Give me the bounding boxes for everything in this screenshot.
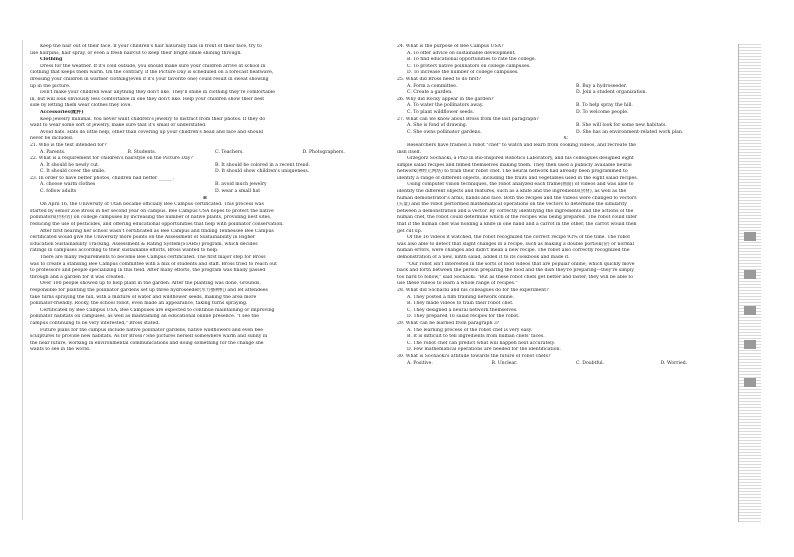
answer-option: B. avoid much jewelry: [215, 182, 267, 188]
answer-options: [30, 169, 380, 176]
binding-mark: [744, 306, 756, 315]
text-line: reducing the use of pesticides, and offering educational opportunities that help with pollinator conservation.: [30, 222, 284, 228]
answer-options: [397, 90, 735, 97]
text-line: 24. What is the purpose of Bee Campus USA?: [397, 44, 504, 49]
text-line: dressing your children in warmer clothing(even if it's your favorite one) could result in sweat showing: [30, 76, 269, 82]
answer-option: A. Parents.: [40, 149, 66, 155]
answer-option: B. It should be colored in a recent trend.: [215, 162, 311, 168]
answer-option: C. Create a garden.: [407, 90, 453, 96]
text-line: started by senior Zoë Bross in her second year on campus. Bee Campus USA hopes to protect the native: [30, 208, 274, 214]
text-line: C. The robot chef can predict what will happen next accurately.: [407, 340, 556, 346]
text-line: There are many requirements to become Bee Campus certificated. The first major step for Bross: [40, 255, 266, 260]
text-line: campus continuing to be very interested," Bross stated.: [30, 320, 160, 326]
answer-option: C. follow adults: [40, 189, 77, 195]
text-line: simple salad recipes and filmed themselves making them. They then used a publicly available neural: [397, 162, 632, 168]
answer-option: A. She is fond of drawing.: [407, 123, 468, 129]
text-line: 21. Who is the text intended for?: [30, 142, 107, 148]
text-line: want to wear some sort of jewelry, make sure that it's small or understated.: [30, 123, 207, 129]
answer-options: [30, 182, 380, 189]
answer-option: D. Join a student organization.: [576, 90, 647, 96]
answer-option: D. To welcome people.: [576, 109, 629, 115]
text-line: Don't make your children wear anything they don't like. They'll shine in clothing they're comfortable: [40, 90, 275, 96]
text-line: network(神经元网络) to train their robot chef. The neural network had already been programmed to: [397, 169, 628, 175]
answer-option: A. Form a committee.: [407, 83, 458, 89]
binding-mark: [744, 270, 756, 279]
text-line: up in the picture.: [30, 83, 71, 89]
answer-option: D. It should show children's uniqueness.: [215, 169, 310, 175]
text-line: Grzegorz Sochacki, a PhD in Bio-Inspired Robotics Laboratory, and his colleagues designed eight: [407, 156, 634, 162]
text-line: human errors, were changes and didn't mean a new recipe. The robot also correctly recognized the: [397, 248, 630, 254]
text-line: 22. What is a requirement for children's hairstyle on the Picture Day?: [30, 156, 193, 162]
scan-edge-left: [22, 40, 23, 520]
left-column: [30, 44, 380, 354]
text-line: pollinator-friendly. Rocky, the school robot, even made an appearance, taking turns spraying.: [30, 301, 248, 307]
answer-option: B. To help spray the hill.: [576, 103, 633, 109]
text-line: (矢量) and the robot performed mathematical operations on the vectors to determine the similarity: [397, 202, 627, 208]
text-line: certificated would give the University more points on the Assessment of Sustainability in Higher: [30, 235, 256, 241]
text-line: get cut up.: [397, 228, 423, 234]
text-line: C. To protect native pollinators on college campuses.: [407, 63, 531, 69]
binding-mark: [744, 232, 756, 241]
text-line: Dress for the weather. If it's cold outside, you should make sure your children arrive at school in: [40, 63, 266, 69]
answer-option: D. Photographers.: [302, 149, 345, 155]
answer-options: [397, 123, 735, 130]
text-line: use these videos to learn a whole range of recipes.": [397, 281, 518, 287]
answer-option: B. She will look for some new habitats.: [576, 123, 667, 129]
text-line: through and a garden for it was created.: [30, 274, 125, 280]
text-line: On April 16, the University of Utah became officially Bee Campus certificated. This process was: [40, 202, 264, 208]
text-line: 30. What is Sochacki's attitude towards the future of robot chefs?: [397, 353, 551, 359]
text-line: identify a range of different objects, including the fruits and vegetables used in the eight salad recipes.: [397, 175, 639, 181]
text-line: demonstration of a new, ninth salad, added it to its cookbook and made it.: [397, 255, 570, 260]
text-line: in, but will look obviously less comfortable in one they don't like. Help your children show their best: [30, 96, 265, 102]
text-line: B. To find educational opportunities to rate the college.: [407, 57, 537, 63]
answer-options: [397, 103, 735, 110]
text-line: Keep the hair out of their face. If your children's hair naturally falls in front of their face, try to: [40, 44, 262, 49]
text-line: was to create a standing Bee Campus committee with a mix of students and staff. Bross tried to reach out: [30, 261, 277, 267]
text-line: Over 100 people showed up to help plant in the garden. After the planting was done, Grounds,: [40, 281, 261, 287]
text-line: Accessories(配件): [40, 109, 84, 115]
text-line: was also able to detect that slight changes in a recipe, such as making a double portion(份) or normal: [397, 241, 634, 247]
answer-options: [30, 189, 380, 196]
answer-option: C. To plant wildflower seeds.: [407, 109, 475, 115]
answer-option: C. It should cover the smile.: [40, 169, 106, 175]
text-line: the near future, working in environmental communications and doing something for the change she: [30, 340, 264, 346]
answer-option: C. She owns pollinator gardens.: [407, 129, 482, 135]
text-line: Clothing: [40, 57, 63, 63]
text-line: side by letting them wear clothes they love.: [30, 103, 132, 109]
text-line: dish itself.: [397, 149, 422, 155]
text-line: that if the human chef was holding a knife in one hand and a carrot in the other, the carrot would then: [397, 222, 637, 228]
text-line: 29. What can be learned from paragraph 3?: [397, 320, 500, 326]
text-line: to professors and people specializing in this field. After many efforts, the program was finally passed: [30, 268, 266, 274]
text-line: Certificated by Bee Campus USA, Bee Campuses are expected to continue maintaining or improving: [40, 307, 275, 313]
answer-options: [397, 130, 735, 137]
text-line: D. To increase the number of college campuses.: [407, 70, 519, 76]
answer-option: A. It should be newly cut.: [40, 162, 100, 168]
text-line: 23. In order to have better photos, children had better ______.: [30, 175, 174, 181]
text-line: A. They posted a film training network online.: [407, 294, 515, 300]
answer-option: C. Doubtful.: [576, 360, 605, 366]
text-line: Researchers have trained a robot "chef" to watch and learn from cooking videos, and recreate the: [407, 142, 637, 148]
binding-mark: [744, 340, 756, 349]
text-line: human demonstrator's arms, hands and face. Both the recipes and the videos were changed to vectors: [397, 195, 637, 201]
right-column: [397, 44, 735, 367]
text-line: C: [564, 136, 568, 142]
text-line: Using computer vision techniques, the robot analyzed each frame(画面) of videos and was able to: [407, 182, 634, 188]
text-line: 26. Why did Rocky appear in the garden?: [397, 96, 494, 102]
text-line: Avoid hats. Hats do little help, other than covering up your children's head and face and should: [40, 129, 263, 135]
text-line: sculptures to provide new habitats. As for Bross? She pictures herself somewhere warm and sunny in: [30, 334, 268, 340]
text-line: never be included.: [30, 136, 74, 142]
text-line: identify the different objects and features, such as a knife and the ingredients(食材), as well as the: [397, 189, 627, 195]
text-line: clothing that keeps them warm. On the contrary, if the Picture Day is scheduled on a forecast heatwave,: [30, 70, 274, 76]
text-line: responsible for planting the pollinator gardens set up three hydroseeder(水力播种机) and let attendees: [30, 287, 268, 293]
text-line: too hard to follow," said Sochacki. "But as these robot chefs get better and faster, they will be able to: [397, 274, 633, 280]
text-line: 27. What can we know about Bross from the last paragraph?: [397, 116, 539, 122]
text-line: Future plans for the campus include native pollinator gardens, native wildflowers and even bee: [40, 327, 263, 333]
answer-option: A. To water the pollinators away.: [407, 103, 484, 109]
text-line: "Our robot isn't interested in the sorts of food videos that are popular online, which quickly move: [407, 261, 635, 267]
binding-margin-strip: [738, 44, 761, 522]
text-line: back and forth between the person preparing the food and the dish they're preparing—they're simply: [397, 268, 635, 274]
text-line: Education Sustainability Tracking, Assessment & Rating System(STARS) program, which decides: [30, 241, 258, 247]
answer-option: A. choose warm clothes: [40, 182, 96, 188]
answer-option: A. Positive.: [407, 360, 433, 366]
answer-options: [397, 361, 735, 368]
text-line: 28. What did Sochacki and his colleagues do for the experiment?: [397, 287, 549, 293]
answer-option: D. She has an environment-related work plan.: [576, 129, 684, 135]
text-line: Of the 16 videos it watched, the robot recognized the correct recipe 93% of the time. The robot: [407, 235, 631, 241]
text-line: D. They prepared 16 salad recipes for the robot.: [407, 314, 520, 320]
answer-option: B. Buy a hydroseeder.: [576, 83, 627, 89]
text-line: wants to see in the world.: [30, 347, 91, 353]
answer-options: [397, 110, 735, 117]
text-line: ratings in campuses according to their sustainable efforts, Bross wanted to help.: [30, 248, 219, 254]
text-line: B: [203, 195, 207, 201]
text-line: B. They made videos to train their robot chef.: [407, 301, 514, 307]
text-line: human chef, the robot could determine which of the recipes was being prepared. The robot could infer: [397, 215, 638, 221]
answer-option: D. Worried.: [660, 360, 688, 366]
text-line: between a demonstration and a vector. By correctly identifying the ingredients and the actions of the: [397, 208, 634, 214]
answer-option: B. Unclear.: [491, 360, 518, 366]
text-line: 25. What did Bross need to do first?: [397, 76, 481, 82]
answer-options: [30, 150, 380, 157]
text-line: pollinators(传粉者) on college campuses by increasing the number of native plants, providing nest sites,: [30, 215, 272, 221]
text-line: C. They designed a neural network themselves.: [407, 307, 518, 313]
answer-option: B. Students.: [127, 149, 157, 155]
text-line: After first hearing her school wasn't certificated as Bee Campus and finding Tennessee Bee Campus: [40, 228, 274, 234]
text-line: A. The learning process of the robot chef is very easy.: [407, 327, 533, 333]
text-line: pollinator habitats on campuses, as well as maintaining an educational online presence. "I see the: [30, 314, 259, 320]
answer-option: C. Teachers.: [215, 149, 244, 155]
text-line: Keep jewelry minimal. You never want children's jewelry to distract from their photos. If they do: [40, 116, 266, 122]
text-line: take turns spraying the hill, with a mixture of water and wildflower seeds, making the area more: [30, 294, 257, 300]
text-line: use hairpins, hair spray, or even a fresh haircut to keep their bright smile shining through.: [30, 50, 242, 56]
text-line: D. Few mathematical operations are needed for the identification.: [407, 347, 561, 353]
answer-option: D. wear a small hat: [215, 189, 261, 195]
text-line: A. To offer advice on sustainable development.: [407, 50, 516, 56]
text-line: B. It is difficult to tell ingredients from human chefs' faces.: [407, 334, 545, 340]
binding-mark: [744, 378, 756, 387]
